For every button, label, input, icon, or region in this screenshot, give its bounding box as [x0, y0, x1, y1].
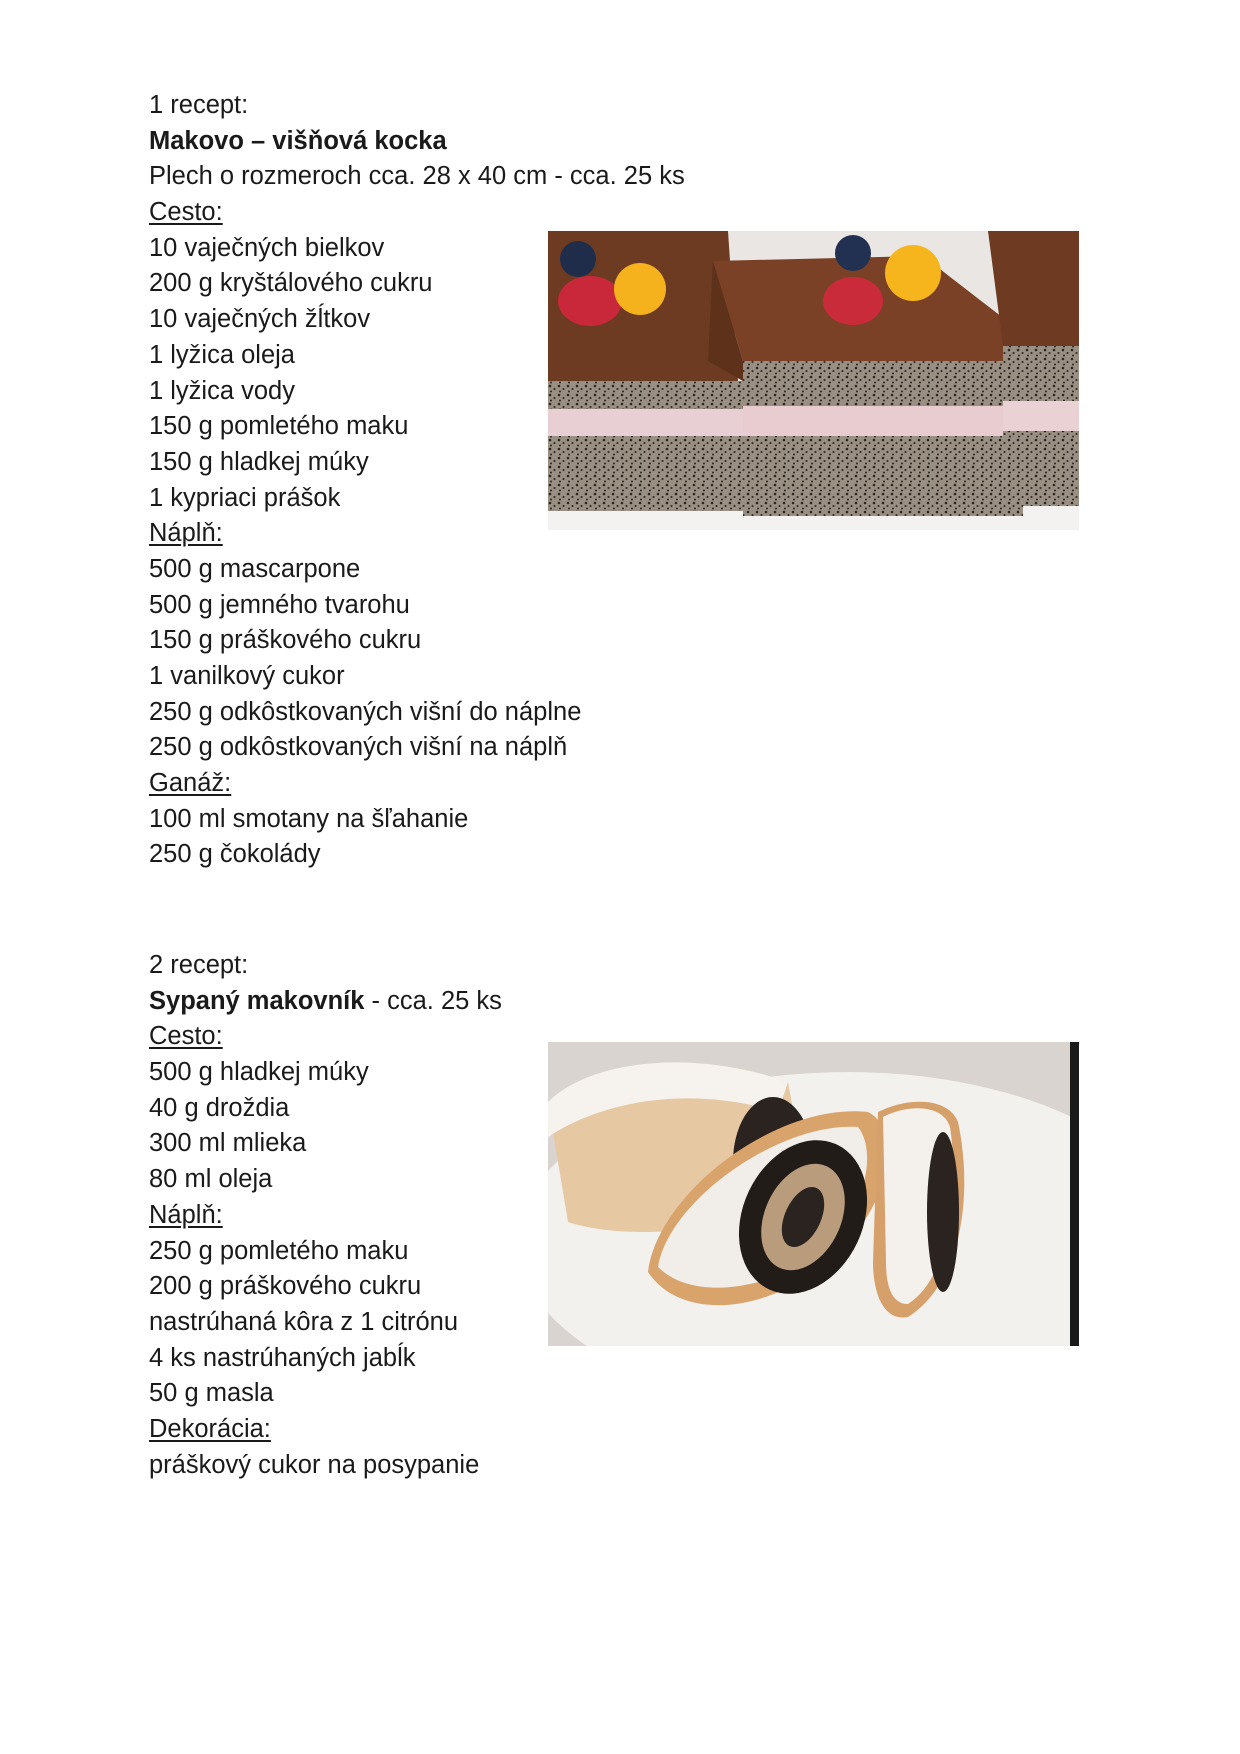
ingredient-line: 200 g kryštálového cukru	[149, 269, 433, 298]
recipe-2-number: 2 recept:	[149, 951, 249, 979]
ingredient-line: 250 g odkôstkovaných višní do náplne	[149, 697, 582, 726]
ingredient-line: 40 g droždia	[149, 1093, 290, 1122]
recipe-2-title: Sypaný makovník	[149, 986, 365, 1015]
ingredient-line: 1 lyžica oleja	[149, 340, 295, 369]
ingredient-line: 150 g pomletého maku	[149, 412, 409, 441]
ingredient-line: 500 g mascarpone	[149, 554, 361, 583]
recipe-1-title: Makovo – višňová kocka	[149, 126, 447, 155]
ingredient-line: 4 ks nastrúhaných jabĺk	[149, 1343, 416, 1372]
recipe-1-subtitle: Plech o rozmeroch cca. 28 x 40 cm - cca. 25 ks	[149, 162, 685, 191]
ingredient-line: 80 ml oleja	[149, 1165, 273, 1194]
ingredient-line: práškový cukor na posypanie	[149, 1450, 480, 1479]
ingredient-line: 50 g masla	[149, 1379, 274, 1408]
ingredient-line: 150 g hladkej múky	[149, 447, 369, 476]
ingredient-line: 1 vanilkový cukor	[149, 662, 345, 690]
poppy-roll-illustration	[548, 1042, 1079, 1346]
ingredient-line: 250 g čokolády	[149, 840, 321, 869]
ingredient-line: 100 ml smotany na šľahanie	[149, 804, 469, 833]
ingredient-line: 10 vaječných bielkov	[149, 233, 385, 262]
ingredient-line: 200 g práškového cukru	[149, 1272, 422, 1301]
cake-photo	[548, 231, 1079, 530]
ingredient-line: 500 g hladkej múky	[149, 1058, 369, 1087]
ingredient-line: 250 g pomletého maku	[149, 1236, 409, 1265]
ingredient-line: 250 g odkôstkovaných višní na náplň	[149, 733, 568, 762]
ingredient-line: 500 g jemného tvarohu	[149, 590, 410, 619]
poppy-roll-photo	[548, 1042, 1079, 1346]
recipe-1-number: 1 recept:	[149, 91, 249, 119]
recipe-2-section-decoration-heading: Dekorácia:	[149, 1414, 271, 1443]
recipe-1-section-dough-heading: Cesto:	[149, 198, 223, 227]
recipe-2-section-dough-heading: Cesto:	[149, 1022, 223, 1051]
cake-illustration	[548, 231, 1079, 530]
recipe-2-title-line	[149, 984, 709, 1020]
recipe-1-section-ganache-heading: Ganáž:	[149, 769, 232, 798]
ingredient-line: 1 lyžica vody	[149, 376, 295, 405]
ingredient-line: nastrúhaná kôra z 1 citrónu	[149, 1307, 459, 1336]
ingredient-line: 300 ml mlieka	[149, 1129, 307, 1158]
ingredient-line: 10 vaječných žĺtkov	[149, 305, 371, 334]
ingredient-line: 150 g práškového cukru	[149, 626, 422, 655]
ingredient-line: 1 kypriaci prášok	[149, 483, 341, 512]
recipe-2-title-suffix: - cca. 25 ks	[364, 986, 502, 1015]
recipe-2-section-filling-heading: Náplň:	[149, 1200, 223, 1229]
recipe-1-section-filling-heading: Náplň:	[149, 519, 223, 548]
